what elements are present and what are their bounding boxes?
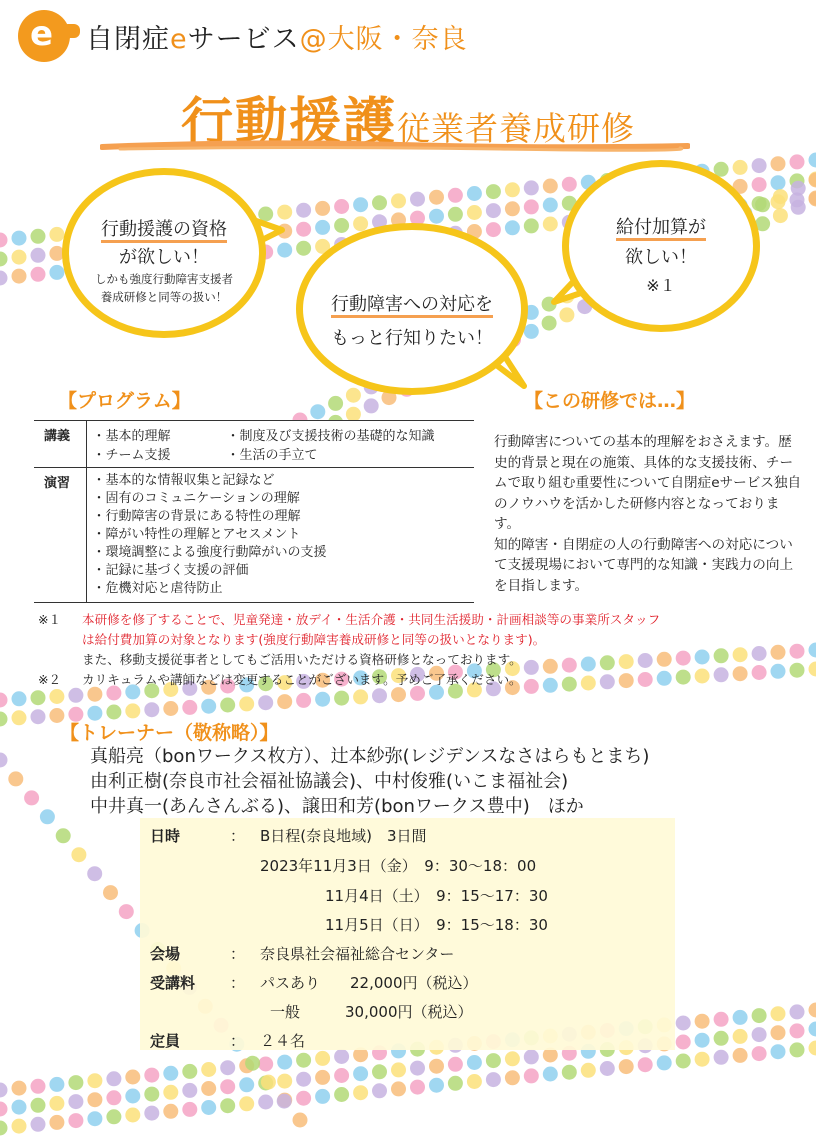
schedule-day: 11月5日（日） 9：15～18：30 <box>325 916 548 934</box>
note-text: は給付費加算の対象となります(強度行動障害養成研修と同等の扱いとなります)。 <box>82 632 546 647</box>
lecture-label: 講義 <box>34 421 86 468</box>
notes <box>38 610 798 690</box>
about-paragraph: 知的障害・自閉症の人の行動障害への対応について支援現場において専門的な知識・実践力の向上を目指します。 <box>494 536 794 594</box>
venue-label: 会場 <box>150 945 181 963</box>
exercise-label: 演習 <box>34 468 86 603</box>
title-main: 行動援護 <box>180 93 397 153</box>
list-item: ・危機対応と虐待防止 <box>92 581 223 596</box>
table-row <box>34 468 474 603</box>
list-item: ・障がい特性の理解とアセスメント <box>92 527 301 542</box>
speech-bubble-benefit: 給付加算が 欲しい！ ※１ <box>562 160 760 332</box>
venue-value: 奈良県社会福祉総合センター <box>260 945 455 963</box>
trainer-line: 由利正樹(奈良市社会福祉協議会)、中村俊雅(いこま福祉会) <box>90 771 569 792</box>
fee-value: 一般 30,000円（税込） <box>270 1003 473 1021</box>
list-item: ・記録に基づく支援の評価 <box>92 563 249 578</box>
list-item: ・環境調整による強度行動障がいの支援 <box>92 545 327 560</box>
trainer-line: 中井真一(あんさんぶる)、譲田和芳(bonワークス豊中) ほか <box>90 796 584 817</box>
table-row <box>34 421 474 468</box>
date-value: B日程(奈良地域) 3日間 <box>260 827 427 845</box>
schedule-day: 11月4日（土） 9：15～17：30 <box>325 887 548 905</box>
logo-text: 自閉症eサービス@大阪・奈良 <box>86 23 468 55</box>
speech-bubble-behavior: 行動障害への対応を もっと行知りたい！ <box>296 223 528 395</box>
list-item: ・基本的理解 <box>92 429 171 444</box>
note-text: 本研修を修了することで、児童発達・放デイ・生活介護・共同生活援助・計画相談等の事業所スタッフ <box>82 612 661 627</box>
list-item: ・生活の手立て <box>226 448 318 463</box>
note-marker: ※２ <box>38 672 62 687</box>
speech-bubble-qualification: 行動援護の資格 が欲しい！ しかも強度行動障害支援者 養成研修と同等の扱い！ <box>62 168 266 338</box>
capacity-label: 定員 <box>150 1032 181 1050</box>
about-heading: 【この研修では…】 <box>524 390 696 412</box>
trainer-list <box>90 744 649 819</box>
program-heading: 【プログラム】 <box>58 390 191 412</box>
title-brush-underline <box>100 140 690 152</box>
title-sub: 従業者養成研修 <box>397 109 635 148</box>
list-item: ・基本的な情報収集と記録など <box>92 473 275 488</box>
fee-value: パスあり 22,000円（税込） <box>260 974 478 992</box>
note-marker: ※１ <box>38 612 62 627</box>
logo-badge-letter: e <box>30 14 54 54</box>
trainer-line: 真船亮（bonワークス枚方）、辻本紗弥(レジデンスなさはらもとまち) <box>90 746 650 767</box>
note-text: カリキュラムや講師などは変更することがございます。予めご了承ください。 <box>82 672 522 687</box>
list-item: ・行動障害の背景にある特性の理解 <box>92 509 301 524</box>
list-item: ・制度及び支援技術の基礎的な知識 <box>226 429 435 444</box>
logo <box>18 10 468 62</box>
program-table <box>34 420 474 603</box>
logo-mark-icon <box>18 10 70 62</box>
about-description <box>494 432 804 596</box>
list-item: ・チーム支援 <box>92 448 171 463</box>
note-text: また、移動支援従事者としてもご活用いただける資格研修となっております。 <box>82 652 522 667</box>
schedule-day: 2023年11月3日（金） 9：30～18：00 <box>260 857 537 875</box>
list-item: ・固有のコミュニケーションの理解 <box>92 491 300 506</box>
fee-label: 受講料 <box>150 974 196 992</box>
date-label: 日時 <box>150 827 181 845</box>
trainer-heading: 【トレーナー（敬称略）】 <box>60 722 279 744</box>
capacity-value: ２４名 <box>260 1032 306 1050</box>
about-paragraph: 行動障害についての基本的理解をおさえます。歴史的背景と現在の施策、具体的な支援技術、チームで取り組む重要性について自閉症eサービス独自のノウハウを活かした研修内容となっております。 <box>494 434 802 532</box>
